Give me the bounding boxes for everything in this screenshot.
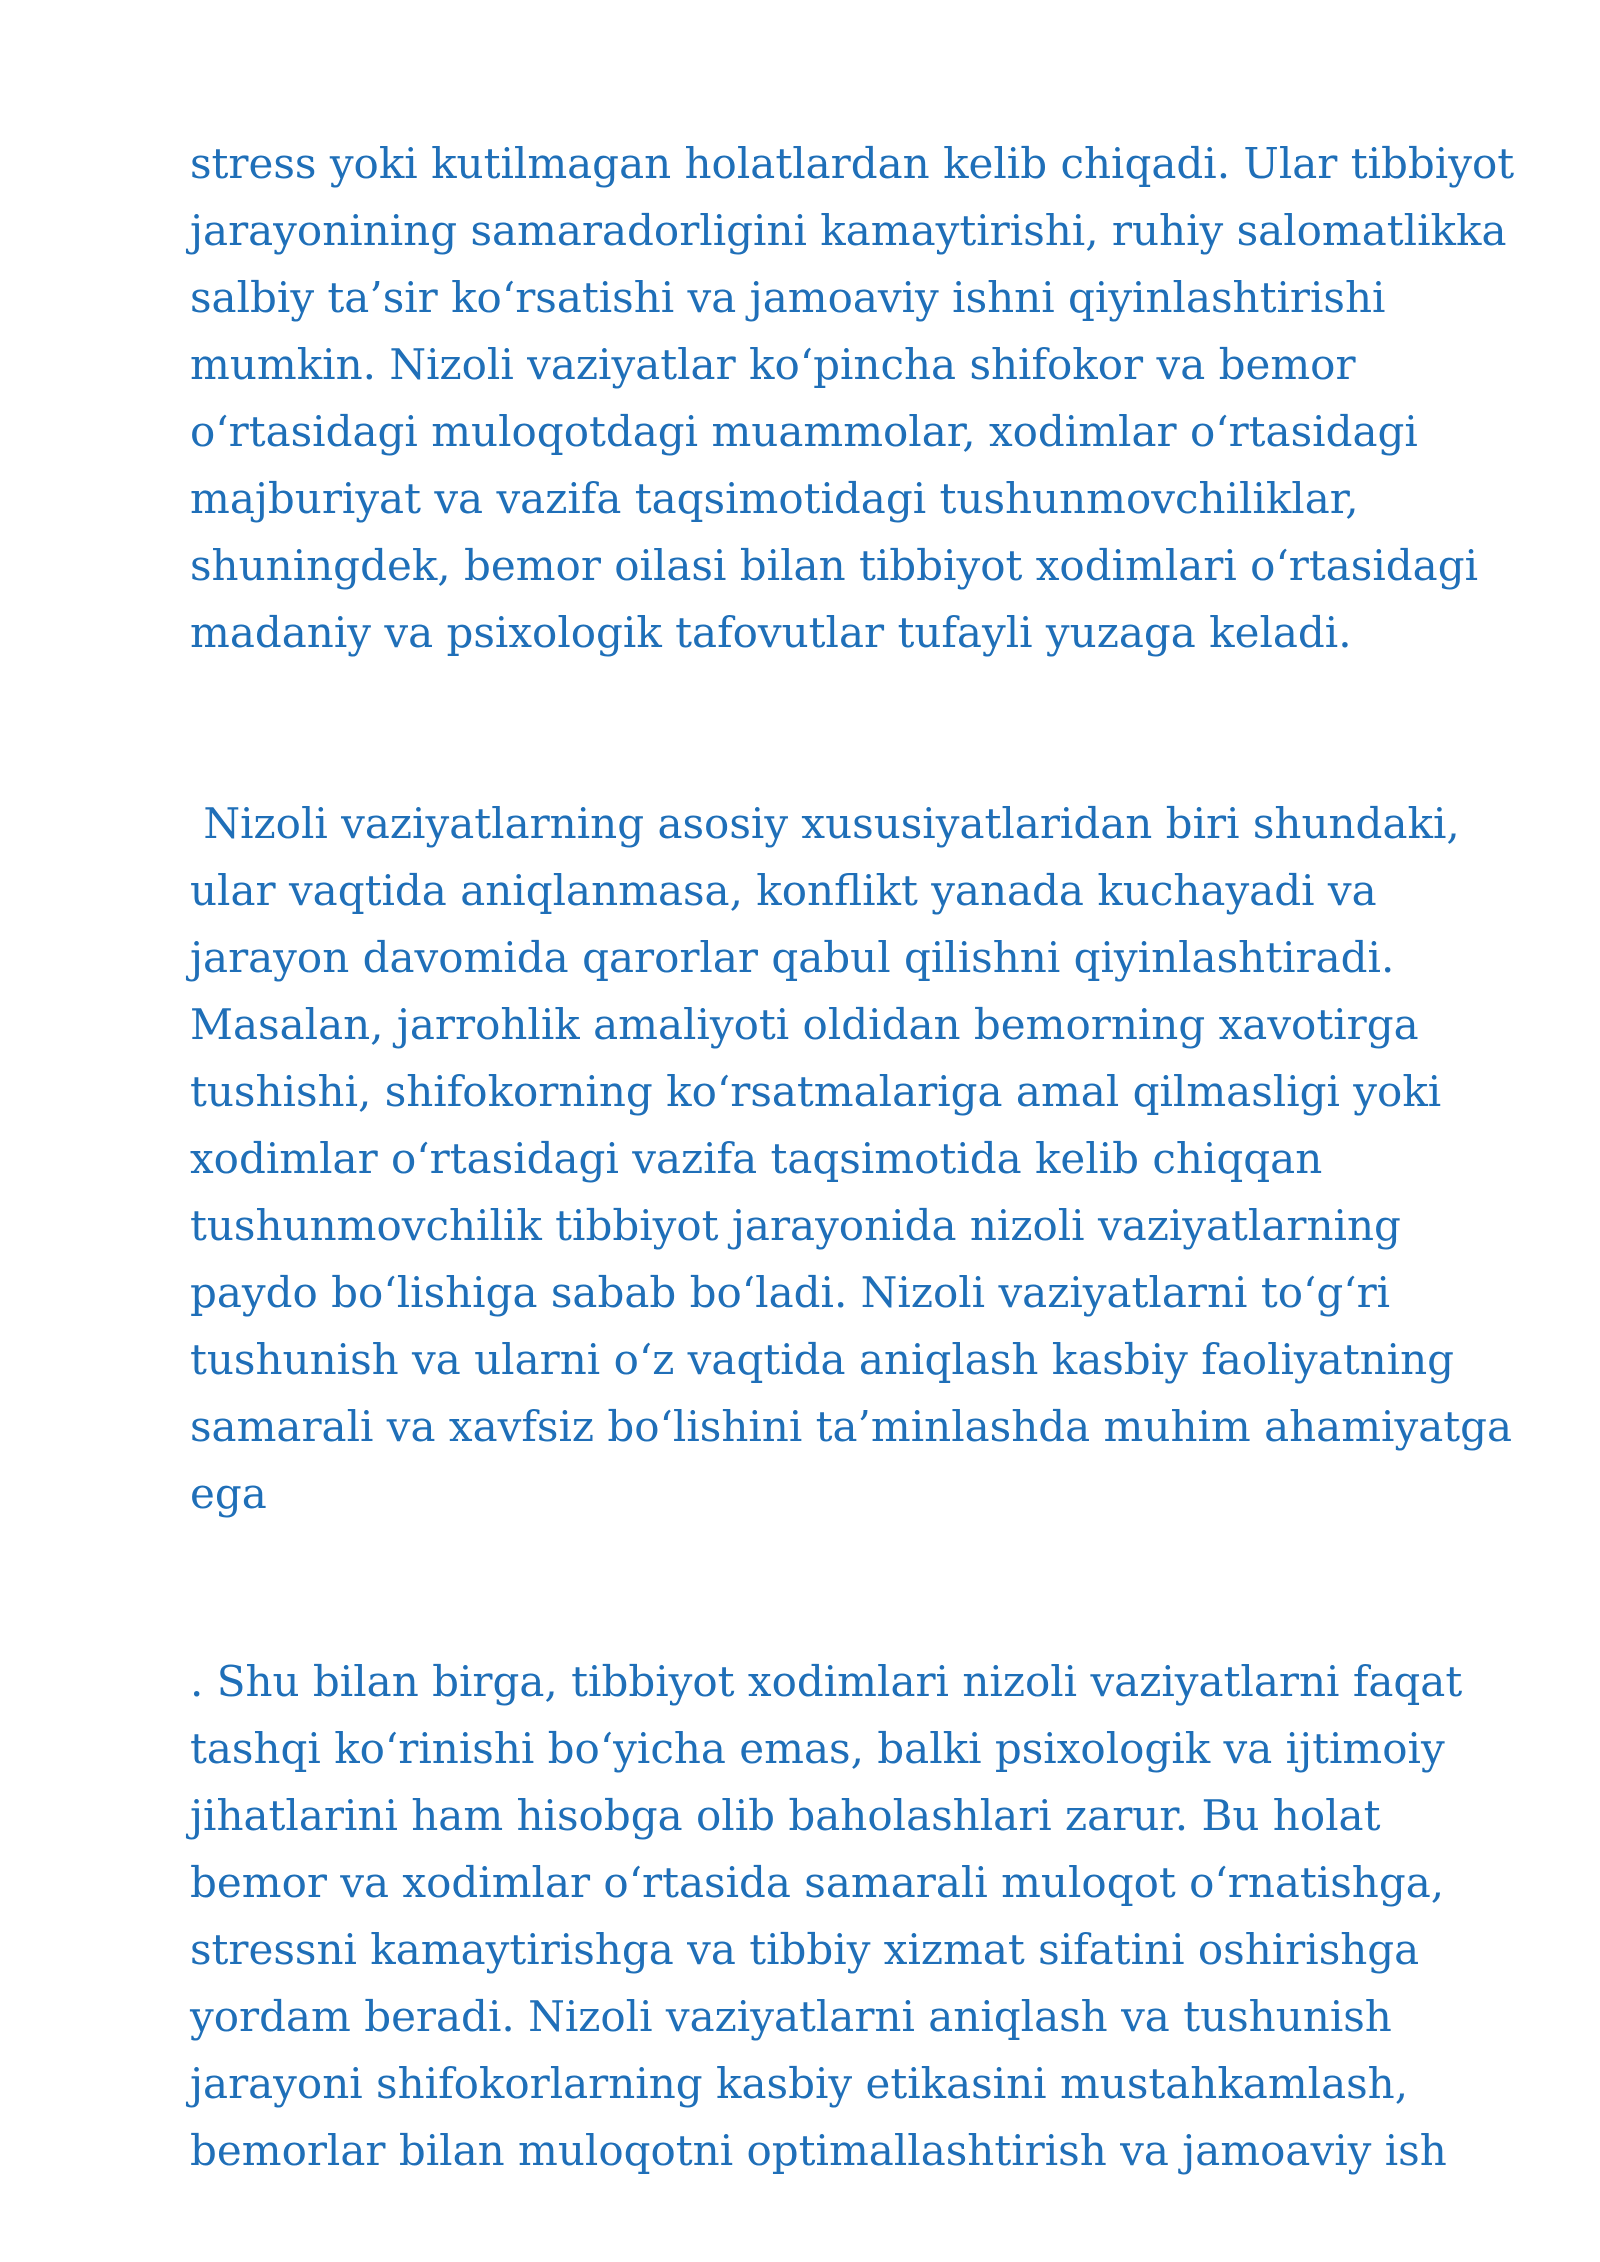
paragraph-line: o‘rtasidagi muloqotdagi muammolar, xodimlar o‘rtasidagi [190,407,1418,456]
paragraph-line: . Shu bilan birga, tibbiyot xodimlari nizoli vaziyatlarni faqat [190,1657,1463,1706]
paragraph-line: yordam beradi. Nizoli vaziyatlarni aniqlash va tushunish [190,1992,1392,2041]
paragraph-line: bemor va xodimlar o‘rtasida samarali muloqot o‘rnatishga, [190,1858,1445,1907]
paragraph-line: tashqi ko‘rinishi bo‘yicha emas, balki psixologik va ijtimoiy [190,1724,1445,1773]
paragraph-line: ega [190,1469,267,1518]
paragraph-line: mumkin. Nizoli vaziyatlar ko‘pincha shifokor va bemor [190,340,1356,389]
paragraph-line: salbiy ta’sir ko‘rsatishi va jamoaviy ishni qiyinlashtirishi [190,273,1386,322]
paragraph-line: ular vaqtida aniqlanmasa, konflikt yanada kuchayadi va [190,866,1377,915]
paragraph-2 [190,790,1513,1527]
paragraph-3 [190,1648,1490,2184]
paragraph-line: tushishi, shifokorning ko‘rsatmalariga amal qilmasligi yoki [190,1067,1442,1116]
paragraph-line: majburiyat va vazifa taqsimotidagi tushunmovchiliklar, [190,474,1359,523]
paragraph-line: tushunish va ularni o‘z vaqtida aniqlash kasbiy faoliyatning [190,1335,1454,1384]
paragraph-line: Masalan, jarrohlik amaliyoti oldidan bemorning xavotirga [190,1000,1419,1049]
paragraph-line: tushunmovchilik tibbiyot jarayonida nizoli vaziyatlarning [190,1201,1401,1250]
paragraph-line: jarayonining samaradorligini kamaytirishi, ruhiy salomatlikka [190,206,1507,255]
paragraph-line: stressni kamaytirishga va tibbiy xizmat sifatini oshirishga [190,1925,1420,1974]
paragraph-line: madaniy va psixologik tafovutlar tufayli yuzaga keladi. [190,608,1352,657]
paragraph-line: shuningdek, bemor oilasi bilan tibbiyot xodimlari o‘rtasidagi [190,541,1479,590]
paragraph-line: stress yoki kutilmagan holatlardan kelib chiqadi. Ular tibbiyot [190,139,1515,188]
paragraph-line: Nizoli vaziyatlarning asosiy xususiyatlaridan biri shundaki, [190,799,1460,848]
paragraph-line: paydo bo‘lishiga sabab bo‘ladi. Nizoli vaziyatlarni to‘g‘ri [190,1268,1391,1317]
paragraph-line: xodimlar o‘rtasidagi vazifa taqsimotida kelib chiqqan [190,1134,1323,1183]
paragraph-line: jarayon davomida qarorlar qabul qilishni qiyinlashtiradi. [190,933,1395,982]
paragraph-line: samarali va xavfsiz bo‘lishini ta’minlashda muhim ahamiyatga [190,1402,1513,1451]
paragraph-line: bemorlar bilan muloqotni optimallashtirish va jamoaviy ish [190,2126,1447,2175]
paragraph-line: jarayoni shifokorlarning kasbiy etikasini mustahkamlash, [190,2059,1409,2108]
paragraph-line: jihatlarini ham hisobga olib baholashlari zarur. Bu holat [190,1791,1381,1840]
paragraph-1 [190,130,1515,666]
